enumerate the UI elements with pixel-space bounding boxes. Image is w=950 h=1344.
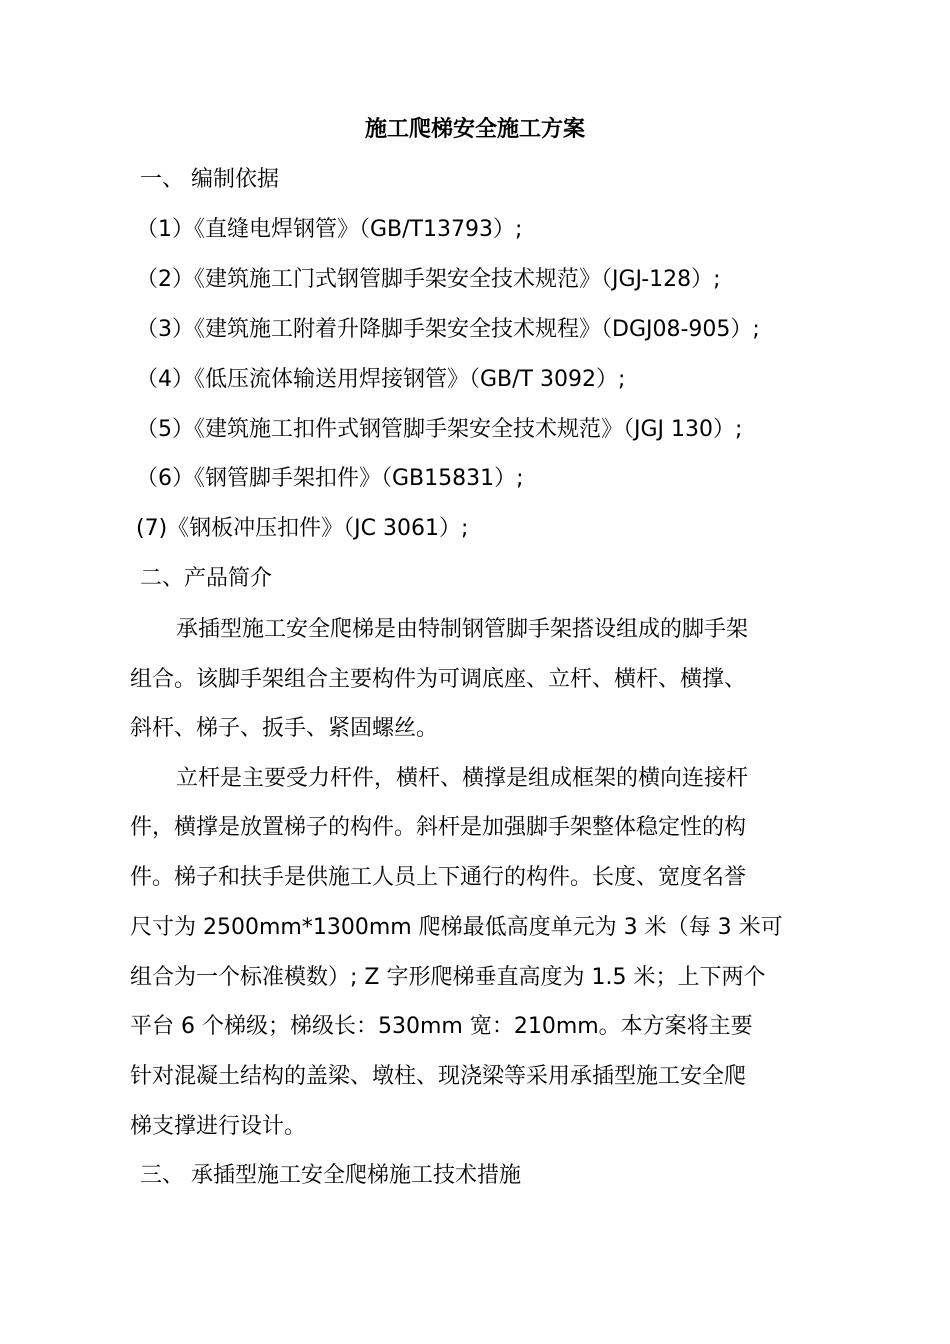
paragraph-2-line: 件。梯子和扶手是供施工人员上下通行的构件。长度、宽度名誉 (130, 865, 747, 890)
paragraph-2-line: 尺寸为 2500mm*1300mm 爬梯最低高度单元为 3 米（每 3 米可 (130, 915, 783, 940)
section-heading-2: 二、产品简介 (140, 566, 273, 591)
reference-item: （2）《建筑施工门式钢管脚手架安全技术规范》（JGJ-128）; (136, 267, 721, 292)
reference-item: （4）《低压流体输送用焊接钢管》（GB/T 3092）; (136, 367, 626, 392)
paragraph-2-line: 针对混凝土结构的盖梁、墩柱、现浇梁等采用承插型施工安全爬 (130, 1064, 747, 1089)
paragraph-1-line: 斜杆、梯子、扳手、紧固螺丝。 (130, 716, 439, 741)
paragraph-2-line: 平台 6 个梯级；梯级长：530mm 宽：210mm。本方案将主要 (130, 1014, 753, 1039)
reference-item: （1）《直缝电焊钢管》（GB/T13793）; (136, 217, 523, 242)
reference-item: （6）《钢管脚手架扣件》（GB15831）; (136, 466, 524, 491)
paragraph-2-line: 组合为一个标准模数）; Z 字形爬梯垂直高度为 1.5 米；上下两个 (130, 965, 766, 990)
section-heading-1: 一、 编制依据 (140, 167, 279, 192)
paragraph-2-line: 件，横撑是放置梯子的构件。斜杆是加强脚手架整体稳定性的构 (130, 815, 747, 840)
reference-item: （5）《建筑施工扣件式钢管脚手架安全技术规范》（JGJ 130）; (136, 417, 743, 442)
section-heading-3: 三、 承插型施工安全爬梯施工技术措施 (140, 1163, 521, 1188)
reference-item: （3）《建筑施工附着升降脚手架安全技术规程》（DGJ08-905）; (136, 317, 760, 342)
paragraph-1-line: 组合。该脚手架组合主要构件为可调底座、立杆、横杆、横撑、 (130, 667, 747, 692)
paragraph-2-line: 立杆是主要受力杆件，横杆、横撑是组成框架的横向连接杆 (176, 766, 749, 791)
paragraph-1-line: 承插型施工安全爬梯是由特制钢管脚手架搭设组成的脚手架 (176, 617, 749, 642)
document-title: 施工爬梯安全施工方案 (364, 117, 585, 142)
paragraph-2-line: 梯支撑进行设计。 (130, 1114, 307, 1139)
reference-item: (7)《钢板冲压扣件》（JC 3061）; (136, 516, 469, 541)
